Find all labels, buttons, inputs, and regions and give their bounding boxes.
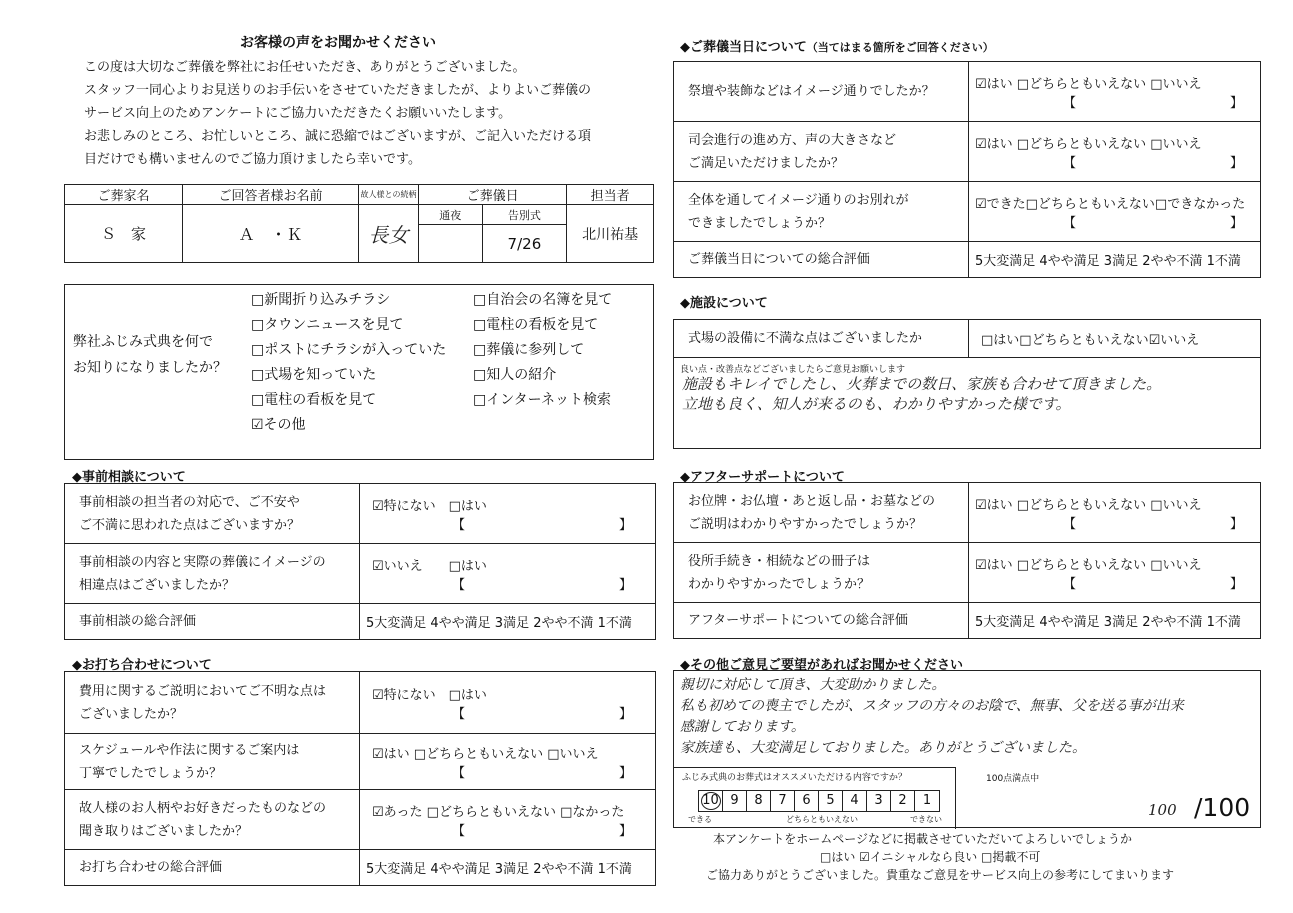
section-title [680,36,994,55]
question-cell: 式場の設備に不満な点はございましたか [674,320,969,358]
question-line: できましたでしょうか？ [688,215,832,231]
question-line: お位牌・お仏壇・あと返し品・お墓などの [688,493,936,509]
after-support-table [673,482,1261,639]
relation-value: 長女 [359,205,419,263]
bracket: 】 [1229,95,1243,111]
option-checkbox[interactable]: □インターネット検索 [473,392,611,408]
section-title: ◆事前相談について [72,470,186,485]
bracket: 】 [618,765,632,781]
question-line: 役所手続き・相続などの冊子は [688,553,871,569]
option-checkbox[interactable]: □電柱の看板を見て [473,317,599,333]
scale-9[interactable]: 9 [723,791,747,811]
question-line: 費用に関するご説明においてご不明な点は [79,683,327,699]
info-table [64,184,654,263]
header-name: ご回答者様お名前 [183,185,359,205]
answer-options[interactable]: □はい□どちらともいえない☑いいえ [969,320,1261,358]
question-line: 司会進行の進め方、声の大きさなど [688,132,897,148]
scale-neutral: どちらともいえない [786,815,858,824]
bracket: 】 [618,517,632,533]
intro-text [84,56,644,171]
bracket: 】 [618,706,632,722]
answer-cell[interactable] [969,62,1261,122]
bracket: 【 [452,577,466,593]
header-tsuya: 通夜 [419,205,483,225]
answer-options[interactable]: ☑はい □どちらともいえない □いいえ [975,136,1202,152]
header-staff: 担当者 [567,185,654,205]
how-known-box [64,284,654,460]
rating-options[interactable]: 5大変満足 4やや満足 3満足 2やや不満 1不満 [969,242,1261,278]
recommend-question: ふじみ式典のお葬式はオススメいただける内容ですか？ [682,773,907,783]
scale-4[interactable]: 4 [843,791,867,811]
scale-5[interactable]: 5 [819,791,843,811]
other-comments-box [673,670,1261,828]
option-checkbox[interactable]: □タウンニュースを見て [251,317,404,333]
kokubetsu-value: 7/26 [482,225,567,263]
scale-3[interactable]: 3 [867,791,891,811]
handwritten-line: 立地も良く、知人が来るのも、わかりやすかった様です。 [682,395,1071,413]
answer-options[interactable]: ☑はい □どちらともいえない □いいえ [372,746,599,762]
bracket: 【 [452,823,466,839]
recommend-scale[interactable] [698,790,940,812]
answer-options[interactable]: ☑はい □どちらともいえない □いいえ [975,557,1202,573]
facility-comment-box [673,357,1261,449]
publish-question: 本アンケートをホームページなどに掲載させていただいてよろしいでしょうか [713,832,1133,846]
rating-options[interactable]: 5大変満足 4やや満足 3満足 2やや不満 1不満 [360,850,656,886]
question-cell: アフターサポートについての総合評価 [674,603,969,639]
section-title: ◆その他ご意見ご要望があればお聞かせください [680,658,963,673]
advance-consult-table [64,483,656,640]
scale-10[interactable] [699,791,723,811]
question-line: 丁寧でしたでしょうか？ [79,765,223,781]
header-kokubetsu: 告別式 [482,205,567,225]
answer-cell[interactable] [360,734,656,790]
score-max: /100 [1194,793,1251,822]
bracket: 】 [1229,215,1243,231]
question-cell [65,484,360,544]
bracket: 】 [618,577,632,593]
answer-options[interactable]: ☑いいえ □はい [372,558,487,574]
scale-can: できる [688,815,712,824]
publish-options[interactable]: □はい ☑イニシャルなら良い □掲載不可 [820,850,1041,864]
section-title: ◆アフターサポートについて [680,470,845,485]
answer-options[interactable]: ☑できた□どちらともいえない□できなかった [975,196,1246,212]
handwritten-line: 親切に対応して頂き、大変助かりました。 [680,677,946,693]
question-cell [674,182,969,242]
answer-cell[interactable] [360,790,656,850]
bracket: 【 [1063,516,1077,532]
question-cell [65,672,360,734]
option-checkbox[interactable]: □ポストにチラシが入っていた [251,342,447,358]
question-line: わかりやすかったでしょうか？ [688,576,871,592]
header-family: ご葬家名 [65,185,183,205]
bracket: 【 [1063,95,1077,111]
bracket: 【 [452,517,466,533]
question-line: 弊社ふじみ式典を何で [73,334,213,350]
question-cell [674,543,969,603]
scale-7[interactable]: 7 [771,791,795,811]
question-cell: 祭壇や装飾などはイメージ通りでしたか？ [674,62,969,122]
how-known-question [73,329,227,381]
bracket: 【 [452,765,466,781]
bracket: 】 [1229,155,1243,171]
question-line: 聞き取りはございましたか？ [79,823,249,839]
bracket: 【 [1063,155,1077,171]
tsuya-value [419,225,483,263]
question-line: ご不満に思われた点はございますか？ [79,517,301,533]
header-relation: 故人様との続柄 [359,185,419,205]
section-title: ◆施設について [680,296,768,311]
answer-cell[interactable] [969,543,1261,603]
intro-line: サービス向上のためアンケートにご協力いただきたくお願いいたします。 [84,106,512,121]
staff-name: 北川祐基 [567,205,654,263]
answer-options[interactable]: ☑はい □どちらともいえない □いいえ [975,76,1202,92]
rating-options[interactable]: 5大変満足 4やや満足 3満足 2やや不満 1不満 [969,603,1261,639]
scale-2[interactable]: 2 [891,791,915,811]
question-line: 相違点はございましたか？ [79,577,236,593]
question-line: 故人様のお人柄やお好きだったものなどの [79,800,327,816]
option-checkbox[interactable]: □新聞折り込みチラシ [251,292,391,308]
answer-cell[interactable] [969,122,1261,182]
question-cell: ご葬儀当日についての総合評価 [674,242,969,278]
section-subtitle: （当てはまる箇所をご回答ください） [806,41,994,54]
answer-cell[interactable] [360,544,656,604]
bracket: 【 [1063,576,1077,592]
meeting-table [64,671,656,886]
question-cell [674,122,969,182]
handwritten-comment [682,374,1161,414]
answer-options[interactable]: ☑特にない □はい [372,498,487,514]
question-line: ご満足いただけましたか？ [688,155,845,171]
option-checkbox[interactable]: □知人の紹介 [473,367,557,383]
section-title: ◆お打ち合わせについて [72,658,212,673]
question-line: お知りになりましたか？ [73,360,227,376]
option-checkbox[interactable]: □式場を知っていた [251,367,377,383]
question-cell [65,734,360,790]
question-cell: 事前相談の総合評価 [65,604,360,640]
answer-cell[interactable] [360,672,656,734]
handwritten-line: 感謝しております。 [680,719,805,735]
intro-line: この度は大切なご葬儀を弊社にお任せいただき、ありがとうございました。 [84,60,526,75]
survey-title: お客様の声をお聞かせください [240,35,436,51]
comment-note: 良い点・改善点などございましたらご意見お願いします [680,365,906,375]
bracket: 】 [618,823,632,839]
question-line: 事前相談の担当者の対応で、ご不安や [79,494,300,510]
question-cell [65,544,360,604]
how-known-options [251,289,651,434]
bracket: 【 [452,706,466,722]
scale-8[interactable]: 8 [747,791,771,811]
option-checkbox[interactable]: □自治会の名簿を見て [473,292,613,308]
question-line: ございましたか？ [79,706,184,722]
answer-options[interactable]: ☑はい □どちらともいえない □いいえ [975,497,1202,513]
handwritten-line: 家族達も、大変満足しておりました。ありがとうございました。 [680,740,1086,756]
recommend-box [674,767,956,829]
handwritten-line: 施設もキレイでしたし、火葬までの数日、家族も合わせて頂きました。 [682,375,1162,393]
selected-score: 10 [702,793,719,808]
question-line: 事前相談の内容と実際の葬儀にイメージの [79,554,326,570]
question-line: 全体を通してイメージ通りのお別れが [688,192,909,208]
option-checkbox[interactable]: □電柱の看板を見て [251,392,377,408]
bracket: 【 [1063,215,1077,231]
intro-line: 目だけでも構いませんのでご協力頂けましたら幸いです。 [84,152,421,167]
option-checkbox[interactable]: □葬儀に参列して [473,342,585,358]
scale-6[interactable]: 6 [795,791,819,811]
question-cell: お打ち合わせの総合評価 [65,850,360,886]
question-line: スケジュールや作法に関するご案内は [79,742,300,758]
score-value: 100 [1148,801,1177,819]
bracket: 】 [1229,516,1243,532]
family-name: Ｓ 家 [65,205,183,263]
funeral-day-table [673,61,1261,278]
answer-options[interactable]: ☑あった □どちらともいえない □なかった [372,804,625,820]
answer-cell[interactable] [360,484,656,544]
question-cell [674,483,969,543]
scale-1[interactable]: 1 [922,793,932,808]
scale-cannot: できない [910,815,942,824]
handwritten-comment [680,675,1184,759]
header-date: ご葬儀日 [419,185,567,205]
section-title-text: ◆ご葬儀当日について [680,40,807,55]
answer-cell[interactable] [969,483,1261,543]
option-checkbox[interactable]: ☑その他 [251,417,306,433]
thanks-text: ご協力ありがとうございました。貴重なご意見をサービス向上の参考にしてまいります [706,868,1175,882]
answer-cell[interactable] [969,182,1261,242]
respondent-name: Ａ ・Ｋ [183,205,359,263]
bracket: 】 [1229,576,1243,592]
points-label: 100点満点中 [986,774,1040,784]
intro-line: お悲しみのところ、お忙しいところ、誠に恐縮ではございますが、ご記入いただける項 [84,129,592,144]
question-line: ご説明はわかりやすかったでしょうか？ [688,516,923,532]
question-cell [65,790,360,850]
handwritten-line: 私も初めての喪主でしたが、スタッフの方々のお陰で、無事、父を送る事が出来 [680,698,1184,714]
intro-line: スタッフ一同心よりお見送りのお手伝いをさせていただきましたが、よりよいご葬儀の [84,83,592,98]
facility-table [673,319,1261,358]
answer-options[interactable]: ☑特にない □はい [372,687,487,703]
rating-options[interactable]: 5大変満足 4やや満足 3満足 2やや不満 1不満 [360,604,656,640]
